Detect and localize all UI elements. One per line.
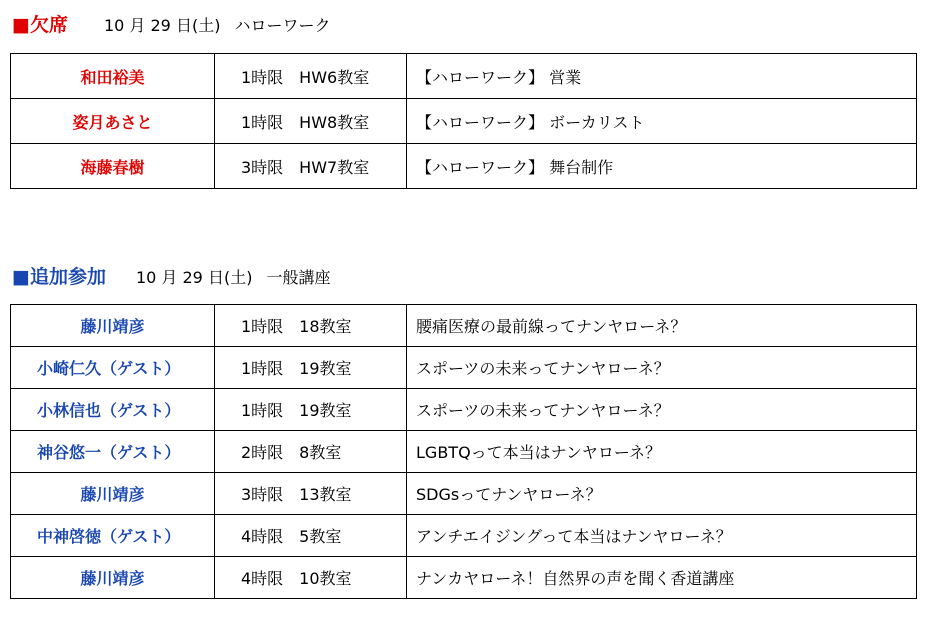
table-row [11,515,917,557]
session-topic: スポーツの未来ってナンヤローネ？ [407,347,917,389]
table-row [11,54,917,99]
session-time-room: 3時限 13教室 [215,473,407,515]
session-topic: SDGsってナンヤローネ？ [407,473,917,515]
table-row [11,347,917,389]
speaker-name: 和田裕美 [11,54,215,99]
session-time-room: 1時限 HW6教室 [215,54,407,99]
speaker-name: 中神啓徳（ゲスト） [11,515,215,557]
absent-table [10,53,917,189]
session-time-room: 4時限 5教室 [215,515,407,557]
speaker-name: 神谷悠一（ゲスト） [11,431,215,473]
session-topic: 【ハローワーク】 舞台制作 [407,144,917,189]
table-row [11,389,917,431]
table-row [11,431,917,473]
speaker-name: 小林信也（ゲスト） [11,389,215,431]
table-row [11,144,917,189]
session-topic: 【ハローワーク】 ボーカリスト [407,99,917,144]
session-topic: スポーツの未来ってナンヤローネ？ [407,389,917,431]
session-time-room: 1時限 19教室 [215,347,407,389]
session-topic: LGBTQって本当はナンヤローネ？ [407,431,917,473]
speaker-name: 姿月あさと [11,99,215,144]
absent-section-title: 欠席 [29,14,68,36]
table-row [11,99,917,144]
speaker-name: 藤川靖彦 [11,557,215,599]
table-row [11,473,917,515]
session-topic: アンチエイジングって本当はナンヤローネ？ [407,515,917,557]
speaker-name: 藤川靖彦 [11,305,215,347]
additional-section-event: 一般講座 [266,268,331,287]
session-time-room: 4時限 10教室 [215,557,407,599]
additional-table [10,304,917,599]
table-row [11,305,917,347]
session-topic: ナンカヤローネ！自然界の声を聞く香道講座 [407,557,917,599]
table-row [11,557,917,599]
session-time-room: 1時限 19教室 [215,389,407,431]
speaker-name: 海藤春樹 [11,144,215,189]
absent-section-header [12,10,330,37]
session-time-room: 2時限 8教室 [215,431,407,473]
red-square-marker-icon: ■ [12,14,30,36]
absent-section-date: 10 月 29 日(土) [103,16,221,35]
session-time-room: 1時限 18教室 [215,305,407,347]
additional-section-header [12,262,330,289]
additional-section-date: 10 月 29 日(土) [135,268,253,287]
absent-section-event: ハローワーク [234,16,331,35]
speaker-name: 藤川靖彦 [11,473,215,515]
additional-section-title: 追加参加 [29,266,106,288]
speaker-name: 小崎仁久（ゲスト） [11,347,215,389]
blue-square-marker-icon: ■ [12,266,30,288]
session-topic: 腰痛医療の最前線ってナンヤローネ？ [407,305,917,347]
session-time-room: 1時限 HW8教室 [215,99,407,144]
session-topic: 【ハローワーク】 営業 [407,54,917,99]
session-time-room: 3時限 HW7教室 [215,144,407,189]
